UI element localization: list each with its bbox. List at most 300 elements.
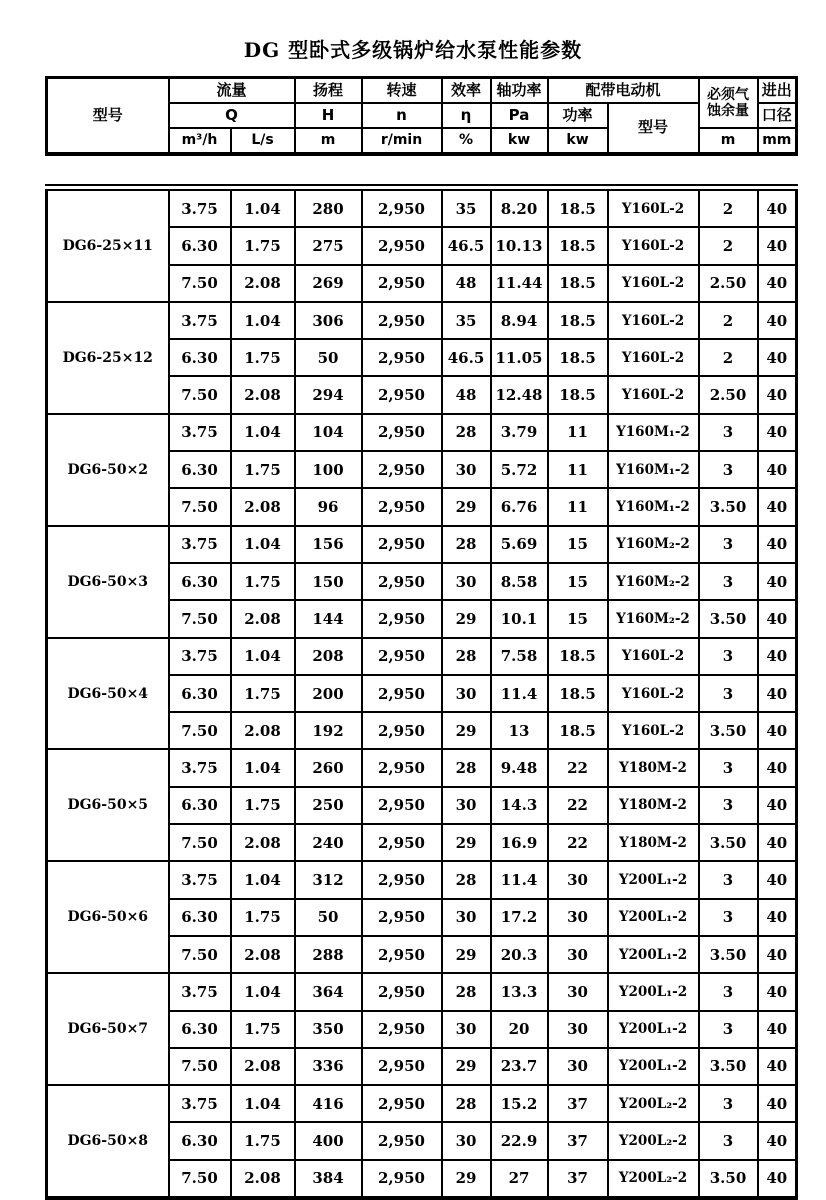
cell-head_m: 260	[295, 749, 362, 786]
cell-efficiency_pct: 28	[442, 973, 491, 1010]
cell-flow_m3h: 6.30	[169, 1011, 231, 1048]
header-unit-npsh: m	[699, 128, 758, 154]
cell-flow_ls: 2.08	[231, 1160, 295, 1198]
cell-efficiency_pct: 35	[442, 302, 491, 339]
header-head-symbol: H	[295, 103, 362, 128]
cell-efficiency_pct: 29	[442, 600, 491, 637]
cell-shaft_power_kw: 11.05	[491, 339, 548, 376]
cell-speed_rmin: 2,950	[362, 488, 442, 525]
cell-npsh_m: 3	[699, 1011, 758, 1048]
cell-motor_power_kw: 37	[548, 1160, 608, 1198]
cell-speed_rmin: 2,950	[362, 1048, 442, 1085]
header-speed-symbol: n	[362, 103, 442, 128]
cell-flow_m3h: 6.30	[169, 339, 231, 376]
cell-port_mm: 40	[758, 712, 797, 749]
cell-motor_power_kw: 11	[548, 451, 608, 488]
cell-flow_m3h: 7.50	[169, 936, 231, 973]
cell-motor_power_kw: 37	[548, 1122, 608, 1159]
cell-head_m: 294	[295, 376, 362, 413]
cell-port_mm: 40	[758, 675, 797, 712]
cell-speed_rmin: 2,950	[362, 563, 442, 600]
header-table	[45, 76, 798, 156]
cell-port_mm: 40	[758, 1048, 797, 1085]
cell-head_m: 350	[295, 1011, 362, 1048]
header-model: 型号	[47, 78, 169, 155]
cell-flow_m3h: 6.30	[169, 675, 231, 712]
cell-flow_ls: 1.75	[231, 451, 295, 488]
cell-motor_model: Y160M₂-2	[608, 563, 699, 600]
cell-flow_ls: 1.75	[231, 675, 295, 712]
cell-flow_ls: 2.08	[231, 936, 295, 973]
cell-motor_power_kw: 30	[548, 899, 608, 936]
cell-speed_rmin: 2,950	[362, 712, 442, 749]
cell-efficiency_pct: 30	[442, 675, 491, 712]
cell-head_m: 384	[295, 1160, 362, 1198]
cell-motor_power_kw: 15	[548, 563, 608, 600]
cell-port_mm: 40	[758, 265, 797, 302]
cell-flow_m3h: 6.30	[169, 563, 231, 600]
pump-model-cell: DG6-50×8	[47, 1085, 169, 1198]
cell-flow_m3h: 7.50	[169, 600, 231, 637]
cell-flow_ls: 1.75	[231, 1011, 295, 1048]
cell-head_m: 250	[295, 787, 362, 824]
table-row	[47, 526, 797, 563]
cell-motor_model: Y160M₂-2	[608, 600, 699, 637]
cell-shaft_power_kw: 17.2	[491, 899, 548, 936]
cell-npsh_m: 3.50	[699, 824, 758, 861]
cell-flow_m3h: 3.75	[169, 526, 231, 563]
cell-motor_power_kw: 18.5	[548, 302, 608, 339]
page-title: DG 型卧式多级锅炉给水泵性能参数	[243, 38, 583, 62]
cell-motor_power_kw: 22	[548, 787, 608, 824]
table-row	[47, 861, 797, 898]
cell-motor_power_kw: 18.5	[548, 339, 608, 376]
cell-shaft_power_kw: 8.20	[491, 188, 548, 228]
cell-speed_rmin: 2,950	[362, 1085, 442, 1122]
cell-port_mm: 40	[758, 1122, 797, 1159]
cell-motor_model: Y160M₁-2	[608, 451, 699, 488]
cell-shaft_power_kw: 20.3	[491, 936, 548, 973]
cell-port_mm: 40	[758, 899, 797, 936]
cell-efficiency_pct: 30	[442, 787, 491, 824]
cell-speed_rmin: 2,950	[362, 526, 442, 563]
cell-motor_power_kw: 18.5	[548, 227, 608, 264]
cell-efficiency_pct: 29	[442, 488, 491, 525]
cell-flow_m3h: 6.30	[169, 899, 231, 936]
cell-flow_ls: 1.75	[231, 563, 295, 600]
cell-speed_rmin: 2,950	[362, 936, 442, 973]
cell-speed_rmin: 2,950	[362, 600, 442, 637]
cell-port_mm: 40	[758, 1011, 797, 1048]
cell-flow_m3h: 7.50	[169, 376, 231, 413]
cell-shaft_power_kw: 27	[491, 1160, 548, 1198]
cell-npsh_m: 3	[699, 973, 758, 1010]
cell-flow_m3h: 6.30	[169, 227, 231, 264]
pump-model-cell: DG6-50×6	[47, 861, 169, 973]
cell-flow_m3h: 7.50	[169, 488, 231, 525]
cell-speed_rmin: 2,950	[362, 1160, 442, 1198]
cell-efficiency_pct: 28	[442, 414, 491, 451]
header-motor-group: 配带电动机	[548, 78, 699, 104]
header-shaft-power-symbol: Pa	[491, 103, 548, 128]
cell-motor_power_kw: 22	[548, 824, 608, 861]
cell-motor_power_kw: 18.5	[548, 265, 608, 302]
cell-head_m: 100	[295, 451, 362, 488]
cell-flow_m3h: 7.50	[169, 265, 231, 302]
cell-motor_model: Y180M-2	[608, 787, 699, 824]
header-efficiency-symbol: η	[442, 103, 491, 128]
cell-efficiency_pct: 29	[442, 936, 491, 973]
cell-efficiency_pct: 30	[442, 1011, 491, 1048]
cell-efficiency_pct: 30	[442, 899, 491, 936]
cell-shaft_power_kw: 8.58	[491, 563, 548, 600]
header-flow-symbol: Q	[169, 103, 295, 128]
cell-speed_rmin: 2,950	[362, 749, 442, 786]
cell-speed_rmin: 2,950	[362, 451, 442, 488]
cell-efficiency_pct: 46.5	[442, 227, 491, 264]
cell-motor_power_kw: 30	[548, 1011, 608, 1048]
header-unit-efficiency: %	[442, 128, 491, 154]
header-unit-port: mm	[758, 128, 797, 154]
table-row	[47, 749, 797, 786]
header-efficiency: 效率	[442, 78, 491, 104]
header-motor-model: 型号	[608, 103, 699, 154]
cell-efficiency_pct: 29	[442, 1048, 491, 1085]
cell-head_m: 192	[295, 712, 362, 749]
cell-motor_model: Y160L-2	[608, 712, 699, 749]
cell-speed_rmin: 2,950	[362, 414, 442, 451]
header-npsh	[699, 78, 758, 129]
cell-shaft_power_kw: 12.48	[491, 376, 548, 413]
header-head: 扬程	[295, 78, 362, 104]
cell-speed_rmin: 2,950	[362, 1122, 442, 1159]
cell-speed_rmin: 2,950	[362, 227, 442, 264]
cell-npsh_m: 3	[699, 787, 758, 824]
cell-flow_m3h: 3.75	[169, 414, 231, 451]
cell-npsh_m: 3	[699, 563, 758, 600]
cell-motor_power_kw: 15	[548, 600, 608, 637]
cell-npsh_m: 2	[699, 302, 758, 339]
table-row	[47, 1085, 797, 1122]
cell-port_mm: 40	[758, 824, 797, 861]
pump-model-cell: DG6-50×7	[47, 973, 169, 1085]
cell-speed_rmin: 2,950	[362, 973, 442, 1010]
cell-motor_power_kw: 30	[548, 1048, 608, 1085]
cell-motor_model: Y160L-2	[608, 376, 699, 413]
cell-flow_m3h: 3.75	[169, 302, 231, 339]
cell-port_mm: 40	[758, 973, 797, 1010]
cell-head_m: 400	[295, 1122, 362, 1159]
cell-efficiency_pct: 28	[442, 526, 491, 563]
cell-head_m: 156	[295, 526, 362, 563]
cell-motor_model: Y200L₁-2	[608, 973, 699, 1010]
cell-shaft_power_kw: 6.76	[491, 488, 548, 525]
cell-efficiency_pct: 35	[442, 188, 491, 228]
cell-flow_m3h: 7.50	[169, 712, 231, 749]
header-port-line2: 口径	[758, 103, 797, 128]
cell-flow_m3h: 3.75	[169, 188, 231, 228]
cell-motor_power_kw: 18.5	[548, 638, 608, 675]
cell-flow_ls: 1.75	[231, 227, 295, 264]
cell-motor_power_kw: 37	[548, 1085, 608, 1122]
cell-flow_ls: 1.75	[231, 899, 295, 936]
cell-flow_ls: 1.04	[231, 973, 295, 1010]
cell-efficiency_pct: 28	[442, 861, 491, 898]
cell-port_mm: 40	[758, 488, 797, 525]
cell-shaft_power_kw: 23.7	[491, 1048, 548, 1085]
cell-npsh_m: 2	[699, 339, 758, 376]
cell-flow_m3h: 3.75	[169, 861, 231, 898]
header-unit-m3h: m³/h	[169, 128, 231, 154]
cell-port_mm: 40	[758, 861, 797, 898]
cell-flow_m3h: 6.30	[169, 787, 231, 824]
cell-efficiency_pct: 30	[442, 451, 491, 488]
cell-npsh_m: 3.50	[699, 600, 758, 637]
cell-motor_power_kw: 18.5	[548, 675, 608, 712]
cell-shaft_power_kw: 10.1	[491, 600, 548, 637]
cell-shaft_power_kw: 10.13	[491, 227, 548, 264]
cell-efficiency_pct: 28	[442, 1085, 491, 1122]
cell-port_mm: 40	[758, 749, 797, 786]
cell-head_m: 144	[295, 600, 362, 637]
cell-speed_rmin: 2,950	[362, 265, 442, 302]
cell-head_m: 50	[295, 339, 362, 376]
cell-motor_model: Y160M₂-2	[608, 526, 699, 563]
cell-efficiency_pct: 28	[442, 749, 491, 786]
pump-table-body	[47, 188, 797, 1199]
cell-flow_m3h: 3.75	[169, 1085, 231, 1122]
cell-shaft_power_kw: 20	[491, 1011, 548, 1048]
cell-shaft_power_kw: 7.58	[491, 638, 548, 675]
cell-motor_power_kw: 11	[548, 488, 608, 525]
cell-motor_model: Y200L₁-2	[608, 899, 699, 936]
cell-flow_ls: 1.04	[231, 1085, 295, 1122]
table-row	[47, 638, 797, 675]
cell-npsh_m: 3	[699, 899, 758, 936]
cell-head_m: 208	[295, 638, 362, 675]
cell-npsh_m: 3.50	[699, 1048, 758, 1085]
cell-speed_rmin: 2,950	[362, 899, 442, 936]
cell-npsh_m: 3	[699, 861, 758, 898]
cell-shaft_power_kw: 11.4	[491, 675, 548, 712]
cell-port_mm: 40	[758, 339, 797, 376]
pump-model-cell: DG6-50×4	[47, 638, 169, 750]
cell-flow_ls: 1.04	[231, 638, 295, 675]
cell-flow_ls: 1.04	[231, 526, 295, 563]
cell-shaft_power_kw: 3.79	[491, 414, 548, 451]
cell-flow_m3h: 7.50	[169, 1160, 231, 1198]
pump-model-cell: DG6-25×12	[47, 302, 169, 414]
cell-motor_model: Y200L₁-2	[608, 1011, 699, 1048]
cell-npsh_m: 3	[699, 526, 758, 563]
cell-flow_ls: 1.04	[231, 188, 295, 228]
cell-motor_model: Y160L-2	[608, 638, 699, 675]
cell-motor_model: Y160L-2	[608, 188, 699, 228]
cell-port_mm: 40	[758, 787, 797, 824]
cell-port_mm: 40	[758, 1160, 797, 1198]
cell-npsh_m: 3	[699, 675, 758, 712]
cell-port_mm: 40	[758, 563, 797, 600]
cell-motor_power_kw: 30	[548, 936, 608, 973]
cell-flow_ls: 2.08	[231, 1048, 295, 1085]
cell-flow_m3h: 3.75	[169, 973, 231, 1010]
cell-motor_model: Y200L₁-2	[608, 1048, 699, 1085]
cell-flow_m3h: 6.30	[169, 1122, 231, 1159]
header-unit-shaft-power: kw	[491, 128, 548, 154]
header-row-1	[47, 78, 797, 104]
cell-port_mm: 40	[758, 600, 797, 637]
cell-npsh_m: 2	[699, 227, 758, 264]
cell-head_m: 280	[295, 188, 362, 228]
cell-motor_power_kw: 30	[548, 973, 608, 1010]
cell-head_m: 104	[295, 414, 362, 451]
cell-flow_ls: 1.75	[231, 1122, 295, 1159]
cell-motor_power_kw: 18.5	[548, 376, 608, 413]
header-unit-speed: r/min	[362, 128, 442, 154]
cell-motor_model: Y160L-2	[608, 265, 699, 302]
cell-npsh_m: 3.50	[699, 936, 758, 973]
cell-motor_power_kw: 11	[548, 414, 608, 451]
cell-flow_m3h: 7.50	[169, 824, 231, 861]
cell-head_m: 364	[295, 973, 362, 1010]
cell-port_mm: 40	[758, 376, 797, 413]
table-row	[47, 414, 797, 451]
cell-npsh_m: 3.50	[699, 712, 758, 749]
cell-npsh_m: 3	[699, 638, 758, 675]
cell-head_m: 288	[295, 936, 362, 973]
pump-model-cell: DG6-50×2	[47, 414, 169, 526]
table-row	[47, 188, 797, 228]
header-motor-power: 功率	[548, 103, 608, 128]
pump-model-cell: DG6-50×3	[47, 526, 169, 638]
cell-speed_rmin: 2,950	[362, 376, 442, 413]
cell-motor_model: Y160L-2	[608, 675, 699, 712]
cell-flow_ls: 1.75	[231, 339, 295, 376]
cell-efficiency_pct: 30	[442, 1122, 491, 1159]
cell-shaft_power_kw: 16.9	[491, 824, 548, 861]
header-npsh-line2: 蚀余量	[707, 103, 750, 119]
document-page	[0, 34, 826, 1199]
cell-npsh_m: 3	[699, 1085, 758, 1122]
cell-npsh_m: 3	[699, 1122, 758, 1159]
cell-efficiency_pct: 30	[442, 563, 491, 600]
cell-motor_model: Y180M-2	[608, 824, 699, 861]
cell-shaft_power_kw: 5.69	[491, 526, 548, 563]
cell-motor_model: Y180M-2	[608, 749, 699, 786]
cell-efficiency_pct: 46.5	[442, 339, 491, 376]
header-speed: 转速	[362, 78, 442, 104]
cell-npsh_m: 3.50	[699, 488, 758, 525]
cell-motor_model: Y160L-2	[608, 227, 699, 264]
cell-flow_ls: 1.04	[231, 302, 295, 339]
cell-shaft_power_kw: 9.48	[491, 749, 548, 786]
cell-port_mm: 40	[758, 936, 797, 973]
cell-motor_model: Y200L₁-2	[608, 861, 699, 898]
cell-port_mm: 40	[758, 451, 797, 488]
cell-flow_ls: 1.04	[231, 861, 295, 898]
cell-motor_power_kw: 18.5	[548, 712, 608, 749]
cell-motor_power_kw: 22	[548, 749, 608, 786]
cell-speed_rmin: 2,950	[362, 787, 442, 824]
cell-port_mm: 40	[758, 526, 797, 563]
cell-flow_ls: 1.04	[231, 414, 295, 451]
cell-efficiency_pct: 48	[442, 265, 491, 302]
cell-motor_power_kw: 18.5	[548, 188, 608, 228]
cell-speed_rmin: 2,950	[362, 302, 442, 339]
pump-model-cell: DG6-50×5	[47, 749, 169, 861]
cell-speed_rmin: 2,950	[362, 824, 442, 861]
cell-npsh_m: 3.50	[699, 1160, 758, 1198]
cell-speed_rmin: 2,950	[362, 339, 442, 376]
cell-shaft_power_kw: 13.3	[491, 973, 548, 1010]
cell-npsh_m: 3	[699, 451, 758, 488]
cell-head_m: 306	[295, 302, 362, 339]
cell-head_m: 275	[295, 227, 362, 264]
cell-speed_rmin: 2,950	[362, 188, 442, 228]
pump-model-cell: DG6-25×11	[47, 188, 169, 302]
cell-efficiency_pct: 29	[442, 1160, 491, 1198]
cell-flow_ls: 2.08	[231, 712, 295, 749]
cell-head_m: 269	[295, 265, 362, 302]
cell-port_mm: 40	[758, 1085, 797, 1122]
cell-motor_model: Y200L₂-2	[608, 1122, 699, 1159]
cell-port_mm: 40	[758, 227, 797, 264]
cell-head_m: 50	[295, 899, 362, 936]
cell-flow_m3h: 3.75	[169, 638, 231, 675]
header-unit-motor-power: kw	[548, 128, 608, 154]
cell-shaft_power_kw: 15.2	[491, 1085, 548, 1122]
cell-shaft_power_kw: 14.3	[491, 787, 548, 824]
cell-motor_power_kw: 30	[548, 861, 608, 898]
cell-motor_model: Y200L₂-2	[608, 1160, 699, 1198]
cell-npsh_m: 2.50	[699, 376, 758, 413]
cell-motor_power_kw: 15	[548, 526, 608, 563]
cell-npsh_m: 2	[699, 188, 758, 228]
cell-flow_ls: 1.75	[231, 787, 295, 824]
header-flow: 流量	[169, 78, 295, 104]
cell-head_m: 336	[295, 1048, 362, 1085]
cell-efficiency_pct: 48	[442, 376, 491, 413]
cell-flow_ls: 2.08	[231, 824, 295, 861]
cell-head_m: 312	[295, 861, 362, 898]
cell-motor_model: Y160M₁-2	[608, 488, 699, 525]
cell-head_m: 96	[295, 488, 362, 525]
cell-flow_ls: 1.04	[231, 749, 295, 786]
cell-port_mm: 40	[758, 302, 797, 339]
cell-flow_m3h: 6.30	[169, 451, 231, 488]
cell-npsh_m: 3	[699, 749, 758, 786]
cell-flow_ls: 2.08	[231, 265, 295, 302]
cell-motor_model: Y200L₁-2	[608, 936, 699, 973]
cell-shaft_power_kw: 11.4	[491, 861, 548, 898]
table-row	[47, 973, 797, 1010]
performance-table	[45, 184, 798, 1200]
cell-speed_rmin: 2,950	[362, 675, 442, 712]
cell-shaft_power_kw: 13	[491, 712, 548, 749]
cell-head_m: 240	[295, 824, 362, 861]
cell-flow_ls: 2.08	[231, 488, 295, 525]
cell-motor_model: Y200L₂-2	[608, 1085, 699, 1122]
cell-port_mm: 40	[758, 414, 797, 451]
header-unit-head: m	[295, 128, 362, 154]
cell-shaft_power_kw: 5.72	[491, 451, 548, 488]
cell-npsh_m: 2.50	[699, 265, 758, 302]
header-port-line1: 进出	[758, 78, 797, 104]
cell-shaft_power_kw: 11.44	[491, 265, 548, 302]
cell-efficiency_pct: 28	[442, 638, 491, 675]
cell-shaft_power_kw: 8.94	[491, 302, 548, 339]
cell-flow_ls: 2.08	[231, 600, 295, 637]
